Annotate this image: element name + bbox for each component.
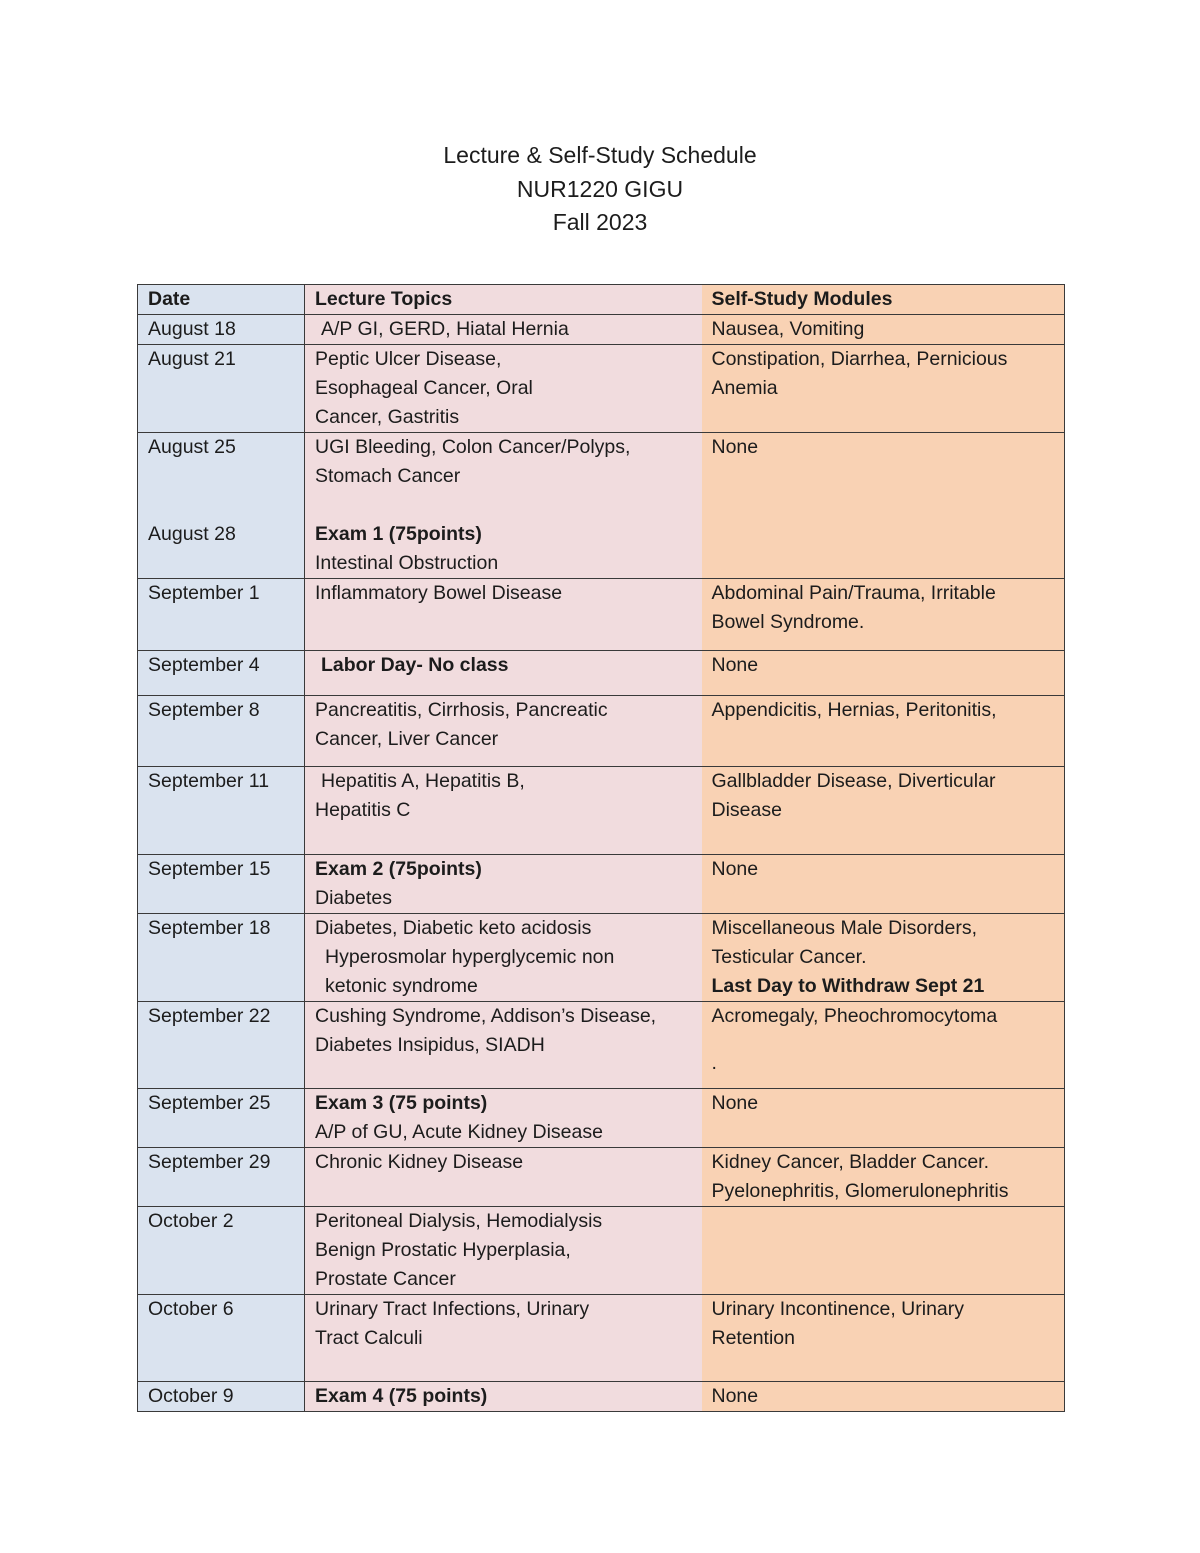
lecture-topic: A/P GI, GERD, Hiatal Hernia: [321, 318, 569, 340]
row-date: August 18: [138, 315, 305, 345]
row-date: September 8: [138, 696, 305, 767]
self-study-module: Kidney Cancer, Bladder Cancer.: [711, 1151, 989, 1173]
exam-label: Exam 2 (75points): [315, 858, 482, 880]
header-lecture-topics: Lecture Topics: [305, 285, 702, 315]
withdraw-deadline: Last Day to Withdraw Sept 21: [711, 975, 985, 997]
lecture-topic: Peritoneal Dialysis, Hemodialysis: [315, 1210, 603, 1232]
header-self-study-modules: Self-Study Modules: [702, 285, 1065, 315]
self-study-module: Pyelonephritis, Glomerulonephritis: [711, 1180, 1009, 1202]
self-study-module: None: [711, 654, 759, 676]
lecture-topic: Cancer, Liver Cancer: [315, 728, 499, 750]
lecture-topic: Cushing Syndrome, Addison’s Disease,: [315, 1005, 657, 1027]
row-date: August 28: [148, 523, 236, 545]
exam-label: Exam 3 (75 points): [315, 1092, 488, 1114]
exam-label: Exam 4 (75 points): [315, 1385, 488, 1407]
table-row: [138, 914, 1065, 1002]
schedule-table: [137, 284, 1065, 1412]
row-date: September 4: [138, 651, 305, 696]
self-study-module: Miscellaneous Male Disorders,: [711, 917, 978, 939]
table-header-row: [138, 285, 1065, 315]
lecture-topic: UGI Bleeding, Colon Cancer/Polyps,: [315, 436, 631, 458]
table-row: [138, 1148, 1065, 1207]
row-date: September 15: [138, 855, 305, 914]
table-row: [138, 696, 1065, 767]
row-date: October 6: [138, 1295, 305, 1382]
table-row: [138, 1002, 1065, 1089]
document-title: Lecture & Self-Study Schedule: [443, 142, 757, 168]
lecture-topic: Prostate Cancer: [315, 1268, 456, 1290]
lecture-topic: Peptic Ulcer Disease,: [315, 348, 502, 370]
table-row: [138, 1295, 1065, 1382]
row-date: September 18: [138, 914, 305, 1002]
table-row: [138, 767, 1065, 855]
self-study-module: Anemia: [711, 377, 778, 399]
lecture-topic: Pancreatitis, Cirrhosis, Pancreatic: [315, 699, 608, 721]
self-study-module: Abdominal Pain/Trauma, Irritable: [711, 582, 996, 604]
lecture-topic: Diabetes, Diabetic keto acidosis: [315, 917, 592, 939]
row-date: October 9: [138, 1382, 305, 1412]
row-date: September 29: [138, 1148, 305, 1207]
table-row: [138, 433, 1065, 579]
lecture-topic: ketonic syndrome: [325, 975, 478, 997]
table-row: [138, 855, 1065, 914]
self-study-module: None: [711, 1092, 759, 1114]
header-date: Date: [138, 285, 305, 315]
lecture-topic: Cancer, Gastritis: [315, 406, 460, 428]
course-code: NUR1220 GIGU: [516, 175, 684, 202]
self-study-module: Bowel Syndrome.: [711, 611, 865, 633]
self-study-module: Disease: [711, 799, 782, 821]
self-study-module: Nausea, Vomiting: [711, 318, 865, 340]
self-study-module: Urinary Incontinence, Urinary: [711, 1298, 965, 1320]
holiday-label: Labor Day- No class: [321, 654, 509, 676]
lecture-topic: Hepatitis A, Hepatitis B,: [321, 770, 525, 792]
row-date: September 25: [138, 1089, 305, 1148]
lecture-topic: Diabetes Insipidus, SIADH: [315, 1034, 545, 1056]
lecture-topic: Tract Calculi: [315, 1327, 423, 1349]
self-study-module: Constipation, Diarrhea, Pernicious: [711, 348, 1008, 370]
lecture-topic: Diabetes: [315, 887, 392, 909]
self-study-module: Testicular Cancer.: [711, 946, 867, 968]
self-study-module: Gallbladder Disease, Diverticular: [711, 770, 996, 792]
lecture-topic: Benign Prostatic Hyperplasia,: [315, 1239, 571, 1261]
self-study-module: None: [711, 436, 759, 458]
term: Fall 2023: [552, 209, 648, 235]
row-date: September 1: [138, 579, 305, 651]
row-date: October 2: [138, 1207, 305, 1295]
lecture-topic: Stomach Cancer: [315, 465, 461, 487]
lecture-topic: Urinary Tract Infections, Urinary: [315, 1298, 590, 1320]
row-date: September 11: [138, 767, 305, 855]
row-date: September 22: [138, 1002, 305, 1089]
self-study-module: Retention: [711, 1327, 795, 1349]
row-date: August 25: [148, 436, 236, 458]
lecture-topic: Esophageal Cancer, Oral: [315, 377, 533, 399]
table-row: [138, 1207, 1065, 1295]
self-study-module: None: [711, 858, 759, 880]
exam-label: Exam 1 (75points): [315, 523, 482, 545]
table-row: [138, 315, 1065, 345]
table-row: [138, 651, 1065, 696]
table-row: [138, 1089, 1065, 1148]
row-date: August 21: [138, 345, 305, 433]
lecture-topic: Inflammatory Bowel Disease: [315, 582, 563, 604]
self-study-module: Appendicitis, Hernias, Peritonitis,: [711, 699, 997, 721]
document-title-block: [0, 139, 1200, 240]
lecture-topic: Chronic Kidney Disease: [315, 1151, 524, 1173]
lecture-topic: Hepatitis C: [315, 799, 411, 821]
table-row: [138, 345, 1065, 433]
lecture-topic: A/P of GU, Acute Kidney Disease: [315, 1121, 603, 1143]
stray-mark: .: [711, 1052, 717, 1074]
table-row: [138, 1382, 1065, 1412]
self-study-empty: [702, 1207, 1065, 1295]
lecture-topic: Intestinal Obstruction: [315, 552, 499, 574]
self-study-module: None: [711, 1385, 759, 1407]
table-row: [138, 579, 1065, 651]
lecture-topic: Hyperosmolar hyperglycemic non: [325, 946, 615, 968]
self-study-module: Acromegaly, Pheochromocytoma: [711, 1005, 998, 1027]
